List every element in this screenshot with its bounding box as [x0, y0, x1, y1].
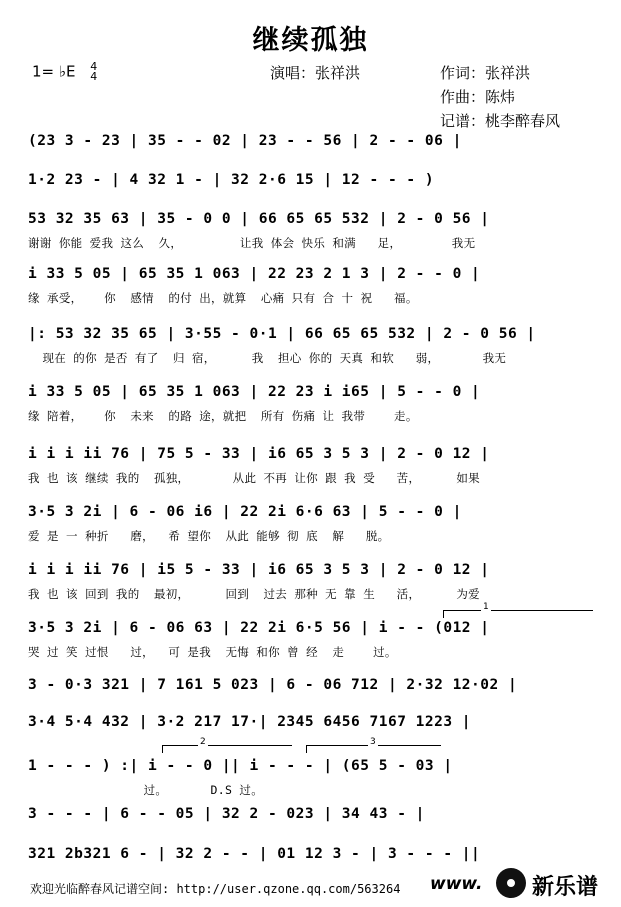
logo-www: www. — [430, 874, 483, 894]
lyric-line: 哭 过 笑 过恨 过， 可 是我 无悔 和你 曾 经 走 过。 — [28, 645, 397, 659]
lyric-line: 现在 的你 是否 有了 归 宿， 我 担心 你的 天真 和软 弱， 我无 — [28, 351, 507, 365]
notation-line: 53 32 35 63 | 35 - 0 0 | 66 65 65 532 | 2 - 0 56 | — [28, 211, 490, 227]
notation-line: i 33 5 05 | 65 35 1 063 | 22 23 2 1 3 | 2 - - 0 | — [28, 266, 481, 282]
singer-credit: 演唱：张祥洪 — [270, 64, 361, 82]
volta-bracket-3 — [306, 737, 441, 747]
lyric-line: 我 也 该 继续 我的 孤独， 从此 不再 让你 跟 我 受 苦， 如果 — [28, 471, 480, 485]
site-logo — [430, 868, 615, 902]
notation-line: (23 3 - 23 | 35 - - 02 | 23 - - 56 | 2 - - 06 | — [28, 133, 462, 149]
lyricist-credit: 作词：张祥洪 — [440, 64, 531, 82]
transcriber-credit: 记谱：桃李醉春风 — [440, 112, 561, 130]
notation-line: 321 2b321 6 - | 32 2 - - | 01 12 3 - | 3 - - - || — [28, 846, 481, 862]
volta-number: 1 — [483, 602, 489, 612]
notation-line: 3 - - - | 6 - - 05 | 32 2 - 023 | 34 43 - | — [28, 806, 425, 822]
notation-line: 1 - - - ) :| i - - 0 || i - - - | (65 5 - 03 | — [28, 758, 453, 774]
notation-line: 3·5 3 2i | 6 - 06 63 | 22 2i 6·5 56 | i - - (012 | — [28, 620, 490, 636]
notation-line: 1·2 23 - | 4 32 1 - | 32 2·6 15 | 12 - - - ) — [28, 172, 435, 188]
notation-line: 3 - 0·3 321 | 7 161 5 023 | 6 - 06 712 | 2·32 12·02 | — [28, 677, 518, 693]
song-title: 继续孤独 — [252, 25, 369, 56]
lyric-line: 缘 承受， 你 感情 的付 出，就算 心痛 只有 合 十 祝 福。 — [28, 291, 418, 305]
volta-number: 3 — [370, 737, 376, 747]
key-label: 1= ♭E — [32, 62, 76, 81]
lyric-line: 缘 陪着， 你 未来 的路 途，就把 所有 伤痛 让 我带 走。 — [28, 409, 418, 423]
volta-number: 2 — [200, 737, 206, 747]
key-signature — [32, 62, 97, 82]
lyric-line: 爱 是 一 种折 磨， 希 望你 从此 能够 彻 底 解 脱。 — [28, 529, 390, 543]
lyric-line: 我 也 该 回到 我的 最初， 回到 过去 那种 无 靠 生 活， 为爱 — [28, 587, 480, 601]
notation-line: i 33 5 05 | 65 35 1 063 | 22 23 i i65 | 5 - - 0 | — [28, 384, 481, 400]
notation-line: 3·4 5·4 432 | 3·2 217 17·| 2345 6456 7167 1223 | — [28, 714, 472, 730]
lyric-line: 谢谢 你能 爱我 这么 久， 让我 体会 快乐 和满 足， 我无 — [28, 236, 476, 250]
record-disc-icon — [496, 868, 526, 898]
time-signature: 4 4 — [90, 60, 98, 83]
notation-line: |: 53 32 35 65 | 3·55 - 0·1 | 66 65 65 532 | 2 - 0 56 | — [28, 326, 536, 342]
logo-brand: 新乐谱 — [532, 875, 599, 900]
lyric-line: 过。 D.S 过。 — [28, 783, 264, 797]
notation-line: 3·5 3 2i | 6 - 06 i6 | 22 2i 6·6 63 | 5 - - 0 | — [28, 504, 462, 520]
volta-bracket-1 — [443, 602, 593, 612]
volta-bracket-2 — [162, 737, 292, 747]
notation-line: i i i ii 76 | i5 5 - 33 | i6 65 3 5 3 | 2 - 0 12 | — [28, 562, 490, 578]
footer-text: 欢迎光临醉春风记谱空间: http://user.qzone.qq.com/563264 — [30, 882, 401, 896]
notation-line: i i i ii 76 | 75 5 - 33 | i6 65 3 5 3 | 2 - 0 12 | — [28, 446, 490, 462]
composer-credit: 作曲：陈炜 — [440, 88, 516, 106]
